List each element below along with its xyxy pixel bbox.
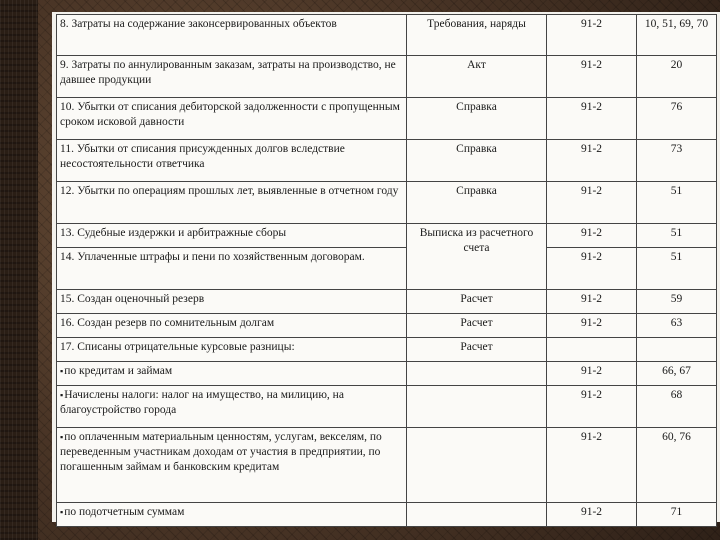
row-description [57, 503, 407, 527]
row-description: 8. Затраты на содержание законсервированных объектов [57, 15, 407, 56]
row-credit: 76 [637, 98, 717, 140]
row-document: Расчет [407, 338, 547, 362]
row-document: Акт [407, 56, 547, 98]
bullet-icon: ▪ [60, 507, 64, 517]
row-document: Справка [407, 98, 547, 140]
table-row [57, 503, 717, 527]
row-credit: 51 [637, 224, 717, 248]
decorative-left-bar [0, 0, 38, 540]
row-credit: 63 [637, 314, 717, 338]
table-row [57, 56, 717, 98]
row-document [407, 428, 547, 503]
row-document: Справка [407, 182, 547, 224]
bullet-icon: ▪ [60, 366, 64, 376]
row-description-text: по оплаченным материальным ценностям, услугам, векселям, по переведенным участникам доходам от участия в предприятии, по погашенным займам и банковским кредитам [60, 431, 382, 473]
table-row [57, 386, 717, 428]
row-document: Справка [407, 140, 547, 182]
operations-table [56, 14, 717, 527]
row-credit: 20 [637, 56, 717, 98]
row-debit: 91-2 [547, 290, 637, 314]
row-credit: 51 [637, 182, 717, 224]
row-description-text: по кредитам и займам [64, 365, 173, 377]
row-debit: 91-2 [547, 428, 637, 503]
table-row [57, 182, 717, 224]
row-description: 10. Убытки от списания дебиторской задолженности с пропущенным сроком исковой давности [57, 98, 407, 140]
row-credit: 66, 67 [637, 362, 717, 386]
row-document: Выписка из расчетного счета [407, 224, 547, 290]
row-description [57, 362, 407, 386]
row-credit: 68 [637, 386, 717, 428]
row-document [407, 362, 547, 386]
row-credit: 60, 76 [637, 428, 717, 503]
row-description: 17. Списаны отрицательные курсовые разницы: [57, 338, 407, 362]
bullet-icon: ▪ [60, 432, 64, 442]
row-debit: 91-2 [547, 248, 637, 290]
row-credit: 59 [637, 290, 717, 314]
table-row [57, 98, 717, 140]
row-credit: 10, 51, 69, 70 [637, 15, 717, 56]
row-description: 12. Убытки по операциям прошлых лет, выявленные в отчетном году [57, 182, 407, 224]
row-debit: 91-2 [547, 362, 637, 386]
table-row [57, 338, 717, 362]
row-debit: 91-2 [547, 15, 637, 56]
row-description: 14. Уплаченные штрафы и пени по хозяйственным договорам. [57, 248, 407, 290]
row-description: 11. Убытки от списания присужденных долгов вследствие несостоятельности ответчика [57, 140, 407, 182]
row-debit: 91-2 [547, 56, 637, 98]
row-description: 13. Судебные издержки и арбитражные сборы [57, 224, 407, 248]
table-row [57, 224, 717, 248]
row-description: 9. Затраты по аннулированным заказам, затраты на производство, не давшее продукции [57, 56, 407, 98]
row-document: Требования, наряды [407, 15, 547, 56]
row-document [407, 386, 547, 428]
row-debit: 91-2 [547, 182, 637, 224]
table-row [57, 290, 717, 314]
table-row [57, 15, 717, 56]
row-debit: 91-2 [547, 224, 637, 248]
row-credit: 71 [637, 503, 717, 527]
table-row [57, 140, 717, 182]
table-row [57, 428, 717, 503]
table-row [57, 314, 717, 338]
table-row [57, 248, 717, 290]
row-description: 15. Создан оценочный резерв [57, 290, 407, 314]
row-debit [547, 338, 637, 362]
row-debit: 91-2 [547, 314, 637, 338]
row-document [407, 503, 547, 527]
table-row [57, 362, 717, 386]
row-credit: 73 [637, 140, 717, 182]
row-description-text: Начислены налоги: налог на имущество, на милицию, на благоустройство города [60, 389, 344, 416]
row-description [57, 386, 407, 428]
row-description: 16. Создан резерв по сомнительным долгам [57, 314, 407, 338]
row-debit: 91-2 [547, 386, 637, 428]
row-description [57, 428, 407, 503]
row-debit: 91-2 [547, 140, 637, 182]
row-credit [637, 338, 717, 362]
row-debit: 91-2 [547, 98, 637, 140]
row-credit: 51 [637, 248, 717, 290]
row-document: Расчет [407, 314, 547, 338]
row-description-text: по подотчетным суммам [64, 506, 185, 518]
row-document: Расчет [407, 290, 547, 314]
row-debit: 91-2 [547, 503, 637, 527]
bullet-icon: ▪ [60, 390, 64, 400]
